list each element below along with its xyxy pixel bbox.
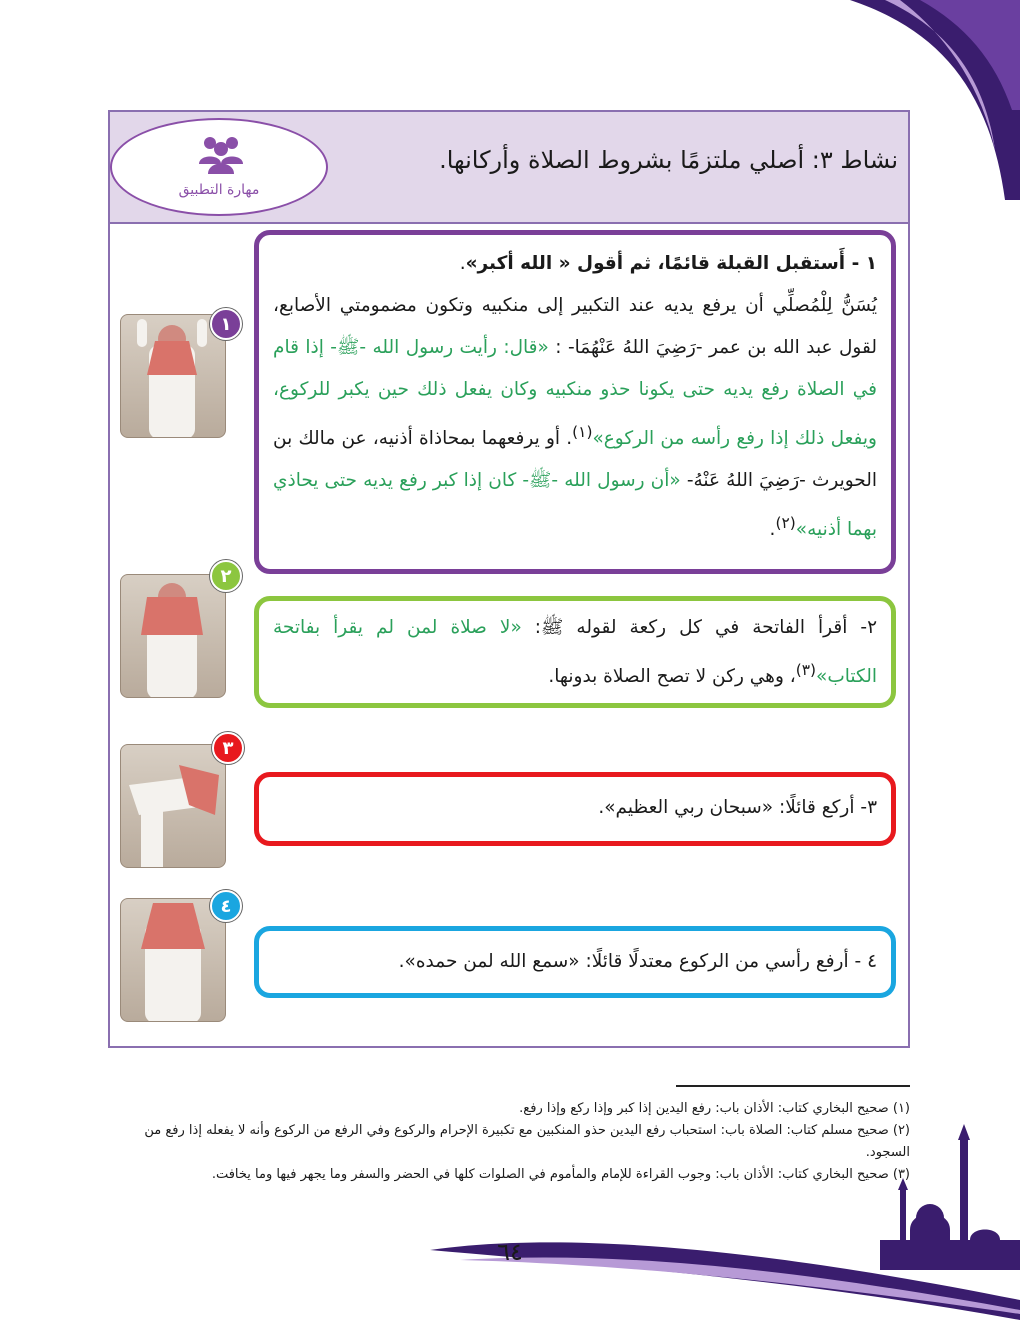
step-1-heading-prefix: ١ - (845, 253, 877, 274)
step-1-end: . (769, 519, 776, 541)
step-4-number-badge: ٤ (210, 890, 242, 922)
footnotes (108, 1098, 910, 1186)
activity-header (110, 112, 908, 224)
activity-title: نشاط ٣: أصلي ملتزمًا بشروط الصلاة وأركانها. (439, 146, 898, 174)
skill-label: مهارة التطبيق (178, 182, 260, 198)
people-group-icon (196, 134, 246, 174)
standing-takbir-figure (120, 315, 225, 438)
skill-badge (110, 118, 328, 216)
footnote-ref-3: (٣) (795, 661, 817, 679)
page-number: ٦٤ (497, 1238, 523, 1266)
footnote-1: (١) صحيح البخاري كتاب: الأذان باب: رفع اليدين إذا كبر وإذا ركع وإذا رفع. (519, 1101, 910, 1116)
mosque-icon (860, 1120, 1020, 1270)
step-2-number-badge: ٢ (210, 560, 242, 592)
step-2-text (273, 607, 877, 698)
step-3-photo (120, 744, 226, 868)
step-3-box (254, 772, 896, 846)
step-4-photo (120, 898, 226, 1022)
step-4-text: ٤ - أرفع رأسي من الركوع معتدلًا قائلًا: «سمع الله لمن حمده». (398, 951, 877, 972)
step-3-number-badge: ٣ (212, 732, 244, 764)
step-2-prefix: ٢- أقرأ الفاتحة في كل ركعة لقوله ﷺ: (521, 617, 878, 638)
step-2-photo (120, 574, 226, 698)
footnote-ref-2: (٢) (775, 514, 796, 533)
step-2-hadith: «لا صلاة لمن لم يقرأ بفاتحة الكتاب» (273, 617, 877, 688)
step-3-text: ٣- أركع قائلًا: «سبحان ربي العظيم». (598, 797, 877, 818)
step-1-number-badge: ١ (210, 308, 242, 340)
footnote-3: (٣) صحيح البخاري كتاب: الأذان باب: وجوب القراءة للإمام والمأموم في الصلوات كلها في الحضر والسفر وما يجهر فيها وما يخافت. (211, 1167, 910, 1182)
footnote-ref-1: (١) (572, 423, 593, 441)
step-1-middle: . أو يرفعهما بمحاذاة أذنيه، عن مالك بن الحويرث -رَضِيَ اللهُ عَنْهُ- (273, 428, 877, 492)
ruku-bowing-figure (120, 745, 225, 868)
step-4-box (254, 926, 896, 998)
step-1-photo (120, 314, 226, 438)
step-1-hadith-1: «قال: رأيت رسول الله -ﷺ- إذا قام في الصلاة رفع يديه حتى يكونا حذو منكبيه وكان يفعل ذلك حين يكبر للركوع، ويفعل ذلك إذا رفع رأسه من الركوع» (273, 337, 877, 450)
step-1-text (273, 243, 877, 551)
footnote-2: (٢) صحيح مسلم كتاب: الصلاة باب: استحباب رفع اليدين حذو المنكبين مع تكبيرة الإحرام والركوع وفي الرفع من الركوع وأنه لا يفعله إذا رفع من السجود. (144, 1123, 910, 1160)
step-1-heading-end: . (459, 253, 466, 274)
step-1-hadith-2: «أن رسول الله -ﷺ- كان إذا كبر رفع يديه حتى يحاذي بهما أذنيه» (273, 470, 877, 541)
step-1-intro: يُسَنُّ لِلْمُصلِّي أن يرفع يديه عند التكبير إلى منكبيه وتكون مضمومتي الأصابع، لقول عبد الله بن عمر -رَضِيَ اللهُ عَنْهُمَا- : (273, 295, 877, 358)
itidal-standing-figure (120, 899, 225, 1022)
standing-qiyam-figure (120, 575, 225, 698)
footnote-separator (676, 1085, 910, 1087)
step-1-box (254, 230, 896, 574)
step-2-end: ، وهي ركن لا تصح الصلاة بدونها. (548, 666, 796, 688)
step-1-heading: أَستقبل القبلة قائمًا، ثم أقول « الله أكبر» (465, 253, 846, 274)
step-2-box (254, 596, 896, 708)
